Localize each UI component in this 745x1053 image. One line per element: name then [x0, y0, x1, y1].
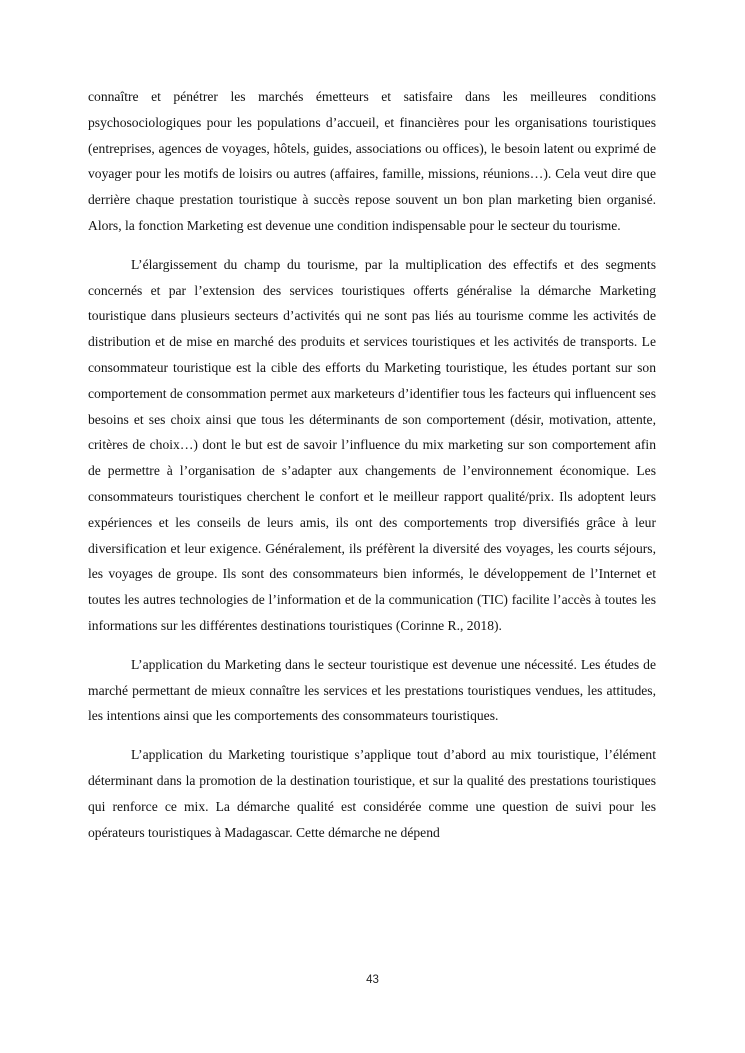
paragraph-tourism-mix: L’application du Marketing touristique s’applique tout d’abord au mix touristique, l’élément déterminant dans la promotion de la destination touristique, et sur la qualité des prestations touristiques qui renforce ce mix. La démarche qualité est considérée comme une question de suivi pour les opérateurs touristiques à Madagascar. Cette démarche ne dépend — [88, 747, 656, 840]
paragraph-marketing-application: L’application du Marketing dans le secteur touristique est devenue une nécessité. Les études de marché permettant de mieux connaître les services et les prestations touristiques vendues, les attitudes, les intentions ainsi que les comportements des consommateurs touristiques. — [88, 656, 656, 724]
paragraph-tourism-scope: L’élargissement du champ du tourisme, par la multiplication des effectifs et des segments concernés et par l’extension des services touristiques offerts généralise la démarche Marketing touristique dans plusieurs secteurs d’activités qui ne sont pas liés au tourisme comme les activités de distribution et de mise en marché des produits et services touristiques et les activités de transports. Le consommateur touristique est la cible des efforts du Marketing touristique, les études portant sur son comportement de consommation permet aux marketeurs d’identifier tous les facteurs qui influencent ses besoins et ses choix ainsi que tous les déterminants de son comportement (désir, motivation, attente, critères de choix…) dont le but est de savoir l’influence du mix marketing sur son comportement afin de permettre à l’organisation de s’adapter aux changements de l’environnement économique. Les consommateurs touristiques cherchent le confort et le meilleur rapport qualité/prix. Ils adoptent leurs expériences et les conseils de leurs amis, ils ont des comportements trop diversifiés grâce à leur diversification et leur exigence. Généralement, ils préfèrent la diversité des voyages, les courts séjours, les voyages de groupe. Ils sont des consommateurs bien informés, le développement de l’Internet et toutes les autres technologies de l’information et de la communication (TIC) facilite l’accès à toutes les informations sur les différentes destinations touristiques (Corinne R., 2018). — [88, 256, 656, 633]
page-number: 43 — [366, 974, 379, 986]
paragraph-continuation: connaître et pénétrer les marchés émetteurs et satisfaire dans les meilleures conditions psychosociologiques pour les populations d’accueil, et financières pour les organisations touristiques (entreprises, agences de voyages, hôtels, guides, associations ou offices), le besoin latent ou exprimé de voyager pour les motifs de loisirs ou autres (affaires, famille, missions, réunions…). Cela veut dire que derrière chaque prestation touristique à succès repose souvent un bon plan marketing bien organisé. Alors, la fonction Marketing est devenue une condition indispensable pour le secteur du tourisme. — [88, 89, 656, 233]
body-text — [88, 84, 656, 858]
